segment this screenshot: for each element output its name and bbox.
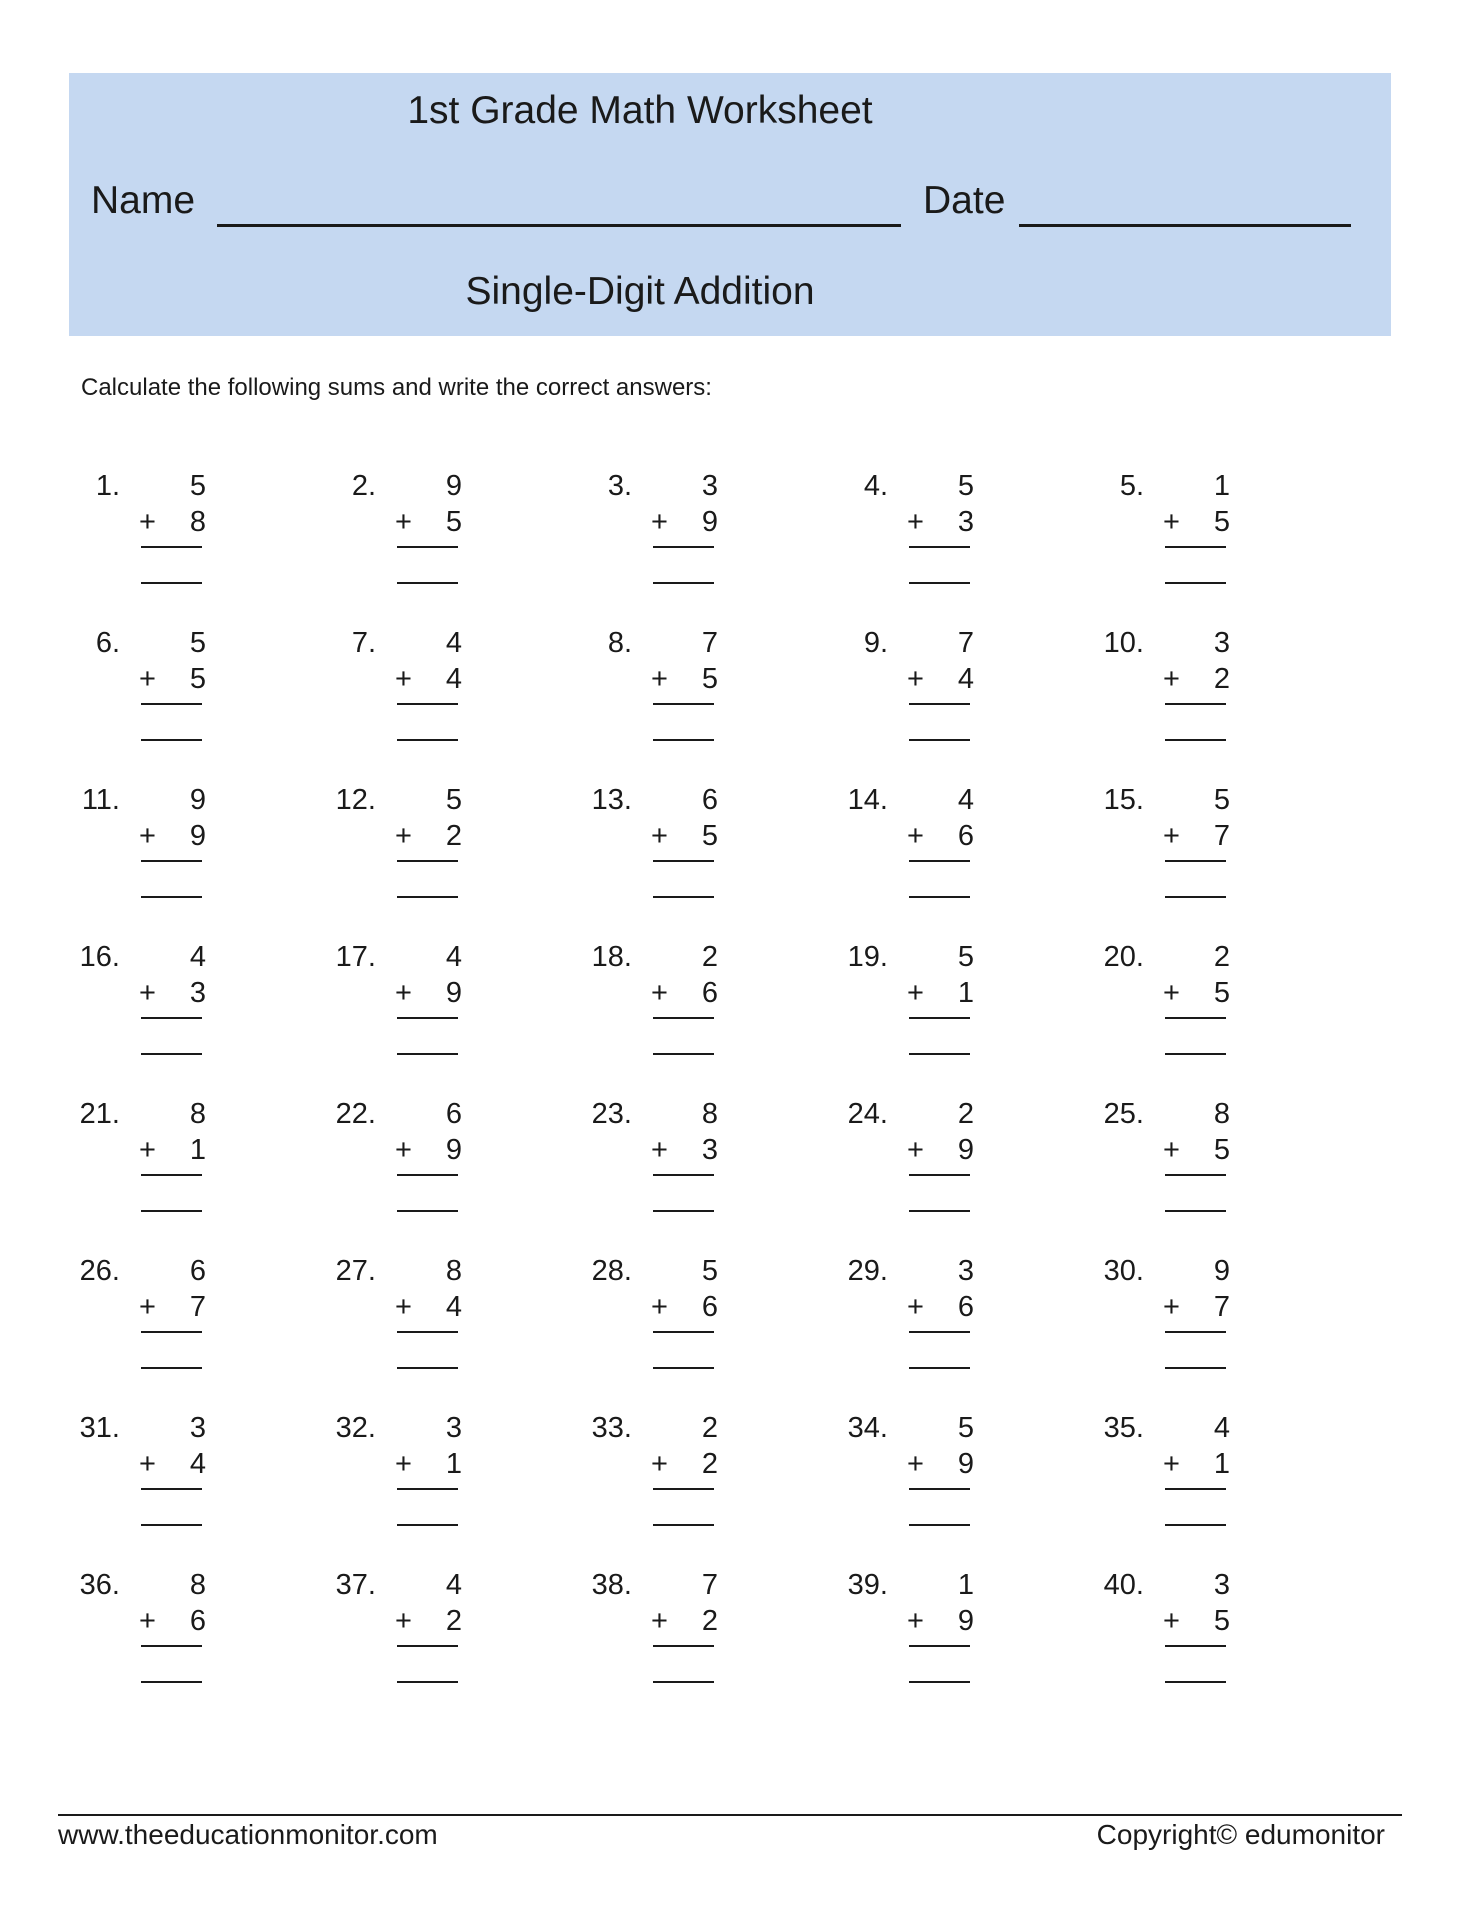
sum-rule xyxy=(909,1645,970,1647)
problem-number: 40. xyxy=(1103,1569,1144,1601)
problem-number: 38. xyxy=(591,1569,632,1601)
problem-bottom-addend: 9 xyxy=(189,820,206,852)
problem-bottom-addend: 2 xyxy=(445,820,462,852)
problem-top-addend: 5 xyxy=(957,1412,974,1444)
problem-bottom-addend: 1 xyxy=(189,1134,206,1166)
problem-top-addend: 2 xyxy=(1213,941,1230,973)
problem-top-addend: 4 xyxy=(957,784,974,816)
answer-line[interactable] xyxy=(397,896,458,898)
plus-sign: + xyxy=(907,1448,924,1480)
problem-number: 23. xyxy=(591,1098,632,1130)
problem-number: 34. xyxy=(847,1412,888,1444)
plus-sign: + xyxy=(139,1134,156,1166)
footer-divider xyxy=(58,1814,1402,1816)
answer-line[interactable] xyxy=(909,1367,970,1369)
sum-rule xyxy=(1165,1488,1226,1490)
problem-number: 22. xyxy=(335,1098,376,1130)
answer-line[interactable] xyxy=(141,1367,202,1369)
problem-25 xyxy=(1024,1100,1264,1230)
problem-22 xyxy=(256,1100,496,1230)
problem-33 xyxy=(512,1414,752,1544)
plus-sign: + xyxy=(395,1605,412,1637)
plus-sign: + xyxy=(651,1134,668,1166)
problem-bottom-addend: 3 xyxy=(957,506,974,538)
problem-bottom-addend: 7 xyxy=(1213,1291,1230,1323)
answer-line[interactable] xyxy=(653,739,714,741)
sum-rule xyxy=(1165,860,1226,862)
answer-line[interactable] xyxy=(397,1524,458,1526)
problem-13 xyxy=(512,786,752,916)
answer-line[interactable] xyxy=(141,1681,202,1683)
problem-number: 17. xyxy=(335,941,376,973)
sum-rule xyxy=(141,546,202,548)
plus-sign: + xyxy=(651,977,668,1009)
answer-line[interactable] xyxy=(653,1524,714,1526)
sum-rule xyxy=(1165,546,1226,548)
problem-bottom-addend: 9 xyxy=(957,1134,974,1166)
plus-sign: + xyxy=(139,977,156,1009)
problem-7 xyxy=(256,629,496,759)
problem-top-addend: 5 xyxy=(701,1255,718,1287)
problem-number: 20. xyxy=(1103,941,1144,973)
sum-rule xyxy=(909,1017,970,1019)
problem-32 xyxy=(256,1414,496,1544)
plus-sign: + xyxy=(1163,1134,1180,1166)
sum-rule xyxy=(397,1017,458,1019)
problem-bottom-addend: 3 xyxy=(701,1134,718,1166)
problem-bottom-addend: 5 xyxy=(445,506,462,538)
problem-top-addend: 5 xyxy=(957,470,974,502)
answer-line[interactable] xyxy=(141,582,202,584)
problem-number: 10. xyxy=(1103,627,1144,659)
sum-rule xyxy=(141,703,202,705)
problem-number: 28. xyxy=(591,1255,632,1287)
problem-9 xyxy=(768,629,1008,759)
problem-number: 1. xyxy=(95,470,120,502)
problem-bottom-addend: 2 xyxy=(1213,663,1230,695)
problem-top-addend: 4 xyxy=(445,1569,462,1601)
problem-top-addend: 6 xyxy=(445,1098,462,1130)
problem-number: 29. xyxy=(847,1255,888,1287)
answer-line[interactable] xyxy=(653,1053,714,1055)
problem-38 xyxy=(512,1571,752,1701)
problem-number: 30. xyxy=(1103,1255,1144,1287)
problem-number: 31. xyxy=(79,1412,120,1444)
problem-number: 36. xyxy=(79,1569,120,1601)
sum-rule xyxy=(141,1017,202,1019)
plus-sign: + xyxy=(907,1605,924,1637)
problem-bottom-addend: 2 xyxy=(701,1605,718,1637)
problem-top-addend: 3 xyxy=(701,470,718,502)
problem-top-addend: 2 xyxy=(701,1412,718,1444)
problem-top-addend: 6 xyxy=(701,784,718,816)
answer-line[interactable] xyxy=(653,896,714,898)
problem-top-addend: 9 xyxy=(1213,1255,1230,1287)
problem-number: 13. xyxy=(591,784,632,816)
problem-top-addend: 9 xyxy=(445,470,462,502)
answer-line[interactable] xyxy=(909,896,970,898)
plus-sign: + xyxy=(139,820,156,852)
sum-rule xyxy=(909,703,970,705)
answer-line[interactable] xyxy=(141,1210,202,1212)
answer-line[interactable] xyxy=(397,1681,458,1683)
plus-sign: + xyxy=(651,820,668,852)
problem-8 xyxy=(512,629,752,759)
plus-sign: + xyxy=(651,663,668,695)
problem-bottom-addend: 7 xyxy=(1213,820,1230,852)
problem-top-addend: 5 xyxy=(445,784,462,816)
problem-number: 6. xyxy=(95,627,120,659)
problem-bottom-addend: 9 xyxy=(445,1134,462,1166)
answer-line[interactable] xyxy=(653,582,714,584)
problem-1 xyxy=(0,472,240,602)
problem-14 xyxy=(768,786,1008,916)
plus-sign: + xyxy=(395,1448,412,1480)
sum-rule xyxy=(909,546,970,548)
answer-line[interactable] xyxy=(909,739,970,741)
answer-line[interactable] xyxy=(141,739,202,741)
problem-number: 4. xyxy=(863,470,888,502)
problem-number: 15. xyxy=(1103,784,1144,816)
footer-copyright: Copyright© edumonitor xyxy=(1096,1819,1385,1850)
answer-line[interactable] xyxy=(1165,582,1226,584)
problem-top-addend: 8 xyxy=(189,1098,206,1130)
problem-35 xyxy=(1024,1414,1264,1544)
problem-top-addend: 5 xyxy=(957,941,974,973)
problem-top-addend: 8 xyxy=(189,1569,206,1601)
answer-line[interactable] xyxy=(397,582,458,584)
problem-31 xyxy=(0,1414,240,1544)
problem-top-addend: 2 xyxy=(701,941,718,973)
problem-top-addend: 5 xyxy=(189,627,206,659)
problem-bottom-addend: 3 xyxy=(189,977,206,1009)
problem-number: 12. xyxy=(335,784,376,816)
problem-40 xyxy=(1024,1571,1264,1701)
problem-bottom-addend: 6 xyxy=(701,977,718,1009)
problem-18 xyxy=(512,943,752,1073)
sum-rule xyxy=(653,1174,714,1176)
problem-29 xyxy=(768,1257,1008,1387)
problem-bottom-addend: 5 xyxy=(1213,977,1230,1009)
problem-bottom-addend: 5 xyxy=(1213,506,1230,538)
problem-top-addend: 3 xyxy=(1213,627,1230,659)
plus-sign: + xyxy=(395,820,412,852)
plus-sign: + xyxy=(1163,663,1180,695)
answer-line[interactable] xyxy=(1165,1053,1226,1055)
plus-sign: + xyxy=(395,663,412,695)
problem-26 xyxy=(0,1257,240,1387)
sum-rule xyxy=(653,1488,714,1490)
plus-sign: + xyxy=(1163,1291,1180,1323)
plus-sign: + xyxy=(1163,1448,1180,1480)
instructions-text: Calculate the following sums and write the correct answers: xyxy=(81,374,712,401)
problem-top-addend: 5 xyxy=(189,470,206,502)
problem-34 xyxy=(768,1414,1008,1544)
sum-rule xyxy=(1165,703,1226,705)
sum-rule xyxy=(141,1645,202,1647)
problem-number: 33. xyxy=(591,1412,632,1444)
plus-sign: + xyxy=(907,506,924,538)
problem-number: 9. xyxy=(863,627,888,659)
sum-rule xyxy=(397,1488,458,1490)
problem-27 xyxy=(256,1257,496,1387)
answer-line[interactable] xyxy=(397,1367,458,1369)
plus-sign: + xyxy=(1163,506,1180,538)
sum-rule xyxy=(653,546,714,548)
problem-20 xyxy=(1024,943,1264,1073)
problem-21 xyxy=(0,1100,240,1230)
problem-bottom-addend: 5 xyxy=(189,663,206,695)
problem-top-addend: 8 xyxy=(1213,1098,1230,1130)
sum-rule xyxy=(653,1331,714,1333)
problem-top-addend: 1 xyxy=(957,1569,974,1601)
problem-bottom-addend: 7 xyxy=(189,1291,206,1323)
sum-rule xyxy=(1165,1645,1226,1647)
plus-sign: + xyxy=(907,1291,924,1323)
sum-rule xyxy=(909,1488,970,1490)
answer-line[interactable] xyxy=(397,739,458,741)
problem-number: 11. xyxy=(81,784,120,816)
answer-line[interactable] xyxy=(909,1210,970,1212)
problem-top-addend: 2 xyxy=(957,1098,974,1130)
problem-5 xyxy=(1024,472,1264,602)
problem-37 xyxy=(256,1571,496,1701)
problem-17 xyxy=(256,943,496,1073)
problem-number: 37. xyxy=(335,1569,376,1601)
problem-12 xyxy=(256,786,496,916)
plus-sign: + xyxy=(651,1291,668,1323)
plus-sign: + xyxy=(651,506,668,538)
problem-number: 8. xyxy=(607,627,632,659)
answer-line[interactable] xyxy=(653,1367,714,1369)
problem-24 xyxy=(768,1100,1008,1230)
sum-rule xyxy=(141,1331,202,1333)
sum-rule xyxy=(141,860,202,862)
problem-top-addend: 5 xyxy=(1213,784,1230,816)
plus-sign: + xyxy=(907,663,924,695)
plus-sign: + xyxy=(139,663,156,695)
sum-rule xyxy=(1165,1331,1226,1333)
answer-line[interactable] xyxy=(1165,1681,1226,1683)
problem-bottom-addend: 9 xyxy=(957,1605,974,1637)
problem-15 xyxy=(1024,786,1264,916)
plus-sign: + xyxy=(139,1291,156,1323)
problem-number: 19. xyxy=(847,941,888,973)
sum-rule xyxy=(909,860,970,862)
sum-rule xyxy=(653,860,714,862)
sum-rule xyxy=(653,1645,714,1647)
problem-number: 14. xyxy=(847,784,888,816)
problem-bottom-addend: 5 xyxy=(1213,1134,1230,1166)
sum-rule xyxy=(141,1174,202,1176)
plus-sign: + xyxy=(651,1605,668,1637)
answer-line[interactable] xyxy=(909,1524,970,1526)
problem-bottom-addend: 9 xyxy=(445,977,462,1009)
answer-line[interactable] xyxy=(141,1053,202,1055)
answer-line[interactable] xyxy=(1165,1210,1226,1212)
problem-19 xyxy=(768,943,1008,1073)
problem-28 xyxy=(512,1257,752,1387)
problem-bottom-addend: 5 xyxy=(1213,1605,1230,1637)
answer-line[interactable] xyxy=(397,1210,458,1212)
problem-top-addend: 8 xyxy=(445,1255,462,1287)
answer-line[interactable] xyxy=(141,1524,202,1526)
problem-top-addend: 3 xyxy=(445,1412,462,1444)
problem-3 xyxy=(512,472,752,602)
problem-top-addend: 3 xyxy=(1213,1569,1230,1601)
sum-rule xyxy=(397,1331,458,1333)
problem-2 xyxy=(256,472,496,602)
plus-sign: + xyxy=(1163,1605,1180,1637)
problem-30 xyxy=(1024,1257,1264,1387)
date-label: Date xyxy=(923,179,1006,222)
plus-sign: + xyxy=(395,1134,412,1166)
problem-top-addend: 4 xyxy=(189,941,206,973)
answer-line[interactable] xyxy=(909,582,970,584)
plus-sign: + xyxy=(1163,977,1180,1009)
answer-line[interactable] xyxy=(1165,739,1226,741)
answer-line[interactable] xyxy=(909,1681,970,1683)
problem-top-addend: 1 xyxy=(1213,470,1230,502)
problem-bottom-addend: 6 xyxy=(189,1605,206,1637)
sum-rule xyxy=(141,1488,202,1490)
answer-line[interactable] xyxy=(1165,1524,1226,1526)
sum-rule xyxy=(397,546,458,548)
problem-top-addend: 7 xyxy=(701,627,718,659)
problem-23 xyxy=(512,1100,752,1230)
plus-sign: + xyxy=(907,820,924,852)
problem-top-addend: 4 xyxy=(445,627,462,659)
problem-bottom-addend: 2 xyxy=(445,1605,462,1637)
problem-16 xyxy=(0,943,240,1073)
problem-bottom-addend: 6 xyxy=(957,1291,974,1323)
plus-sign: + xyxy=(139,1448,156,1480)
problem-bottom-addend: 5 xyxy=(701,820,718,852)
plus-sign: + xyxy=(1163,820,1180,852)
sum-rule xyxy=(397,1174,458,1176)
problem-top-addend: 3 xyxy=(189,1412,206,1444)
problem-bottom-addend: 4 xyxy=(957,663,974,695)
problem-number: 2. xyxy=(351,470,376,502)
problem-bottom-addend: 1 xyxy=(445,1448,462,1480)
problem-number: 18. xyxy=(591,941,632,973)
worksheet-subtitle: Single-Digit Addition xyxy=(465,270,815,313)
plus-sign: + xyxy=(139,1605,156,1637)
answer-line[interactable] xyxy=(1165,1367,1226,1369)
answer-line[interactable] xyxy=(397,1053,458,1055)
problem-top-addend: 7 xyxy=(701,1569,718,1601)
problem-bottom-addend: 8 xyxy=(189,506,206,538)
problem-number: 25. xyxy=(1103,1098,1144,1130)
sum-rule xyxy=(909,1174,970,1176)
problem-number: 39. xyxy=(847,1569,888,1601)
problem-number: 21. xyxy=(79,1098,120,1130)
problem-bottom-addend: 1 xyxy=(957,977,974,1009)
worksheet-title: 1st Grade Math Worksheet xyxy=(407,89,873,132)
problem-number: 16. xyxy=(79,941,120,973)
plus-sign: + xyxy=(907,1134,924,1166)
problem-6 xyxy=(0,629,240,759)
problem-bottom-addend: 5 xyxy=(701,663,718,695)
sum-rule xyxy=(397,860,458,862)
plus-sign: + xyxy=(651,1448,668,1480)
plus-sign: + xyxy=(395,1291,412,1323)
problem-bottom-addend: 6 xyxy=(957,820,974,852)
answer-line[interactable] xyxy=(909,1053,970,1055)
problem-bottom-addend: 9 xyxy=(701,506,718,538)
problem-bottom-addend: 4 xyxy=(445,1291,462,1323)
problem-top-addend: 7 xyxy=(957,627,974,659)
name-label: Name xyxy=(91,179,196,222)
plus-sign: + xyxy=(395,977,412,1009)
sum-rule xyxy=(653,703,714,705)
problem-top-addend: 6 xyxy=(189,1255,206,1287)
problem-bottom-addend: 1 xyxy=(1213,1448,1230,1480)
footer-website: www.theeducationmonitor.com xyxy=(58,1819,438,1850)
problem-top-addend: 9 xyxy=(189,784,206,816)
problem-bottom-addend: 6 xyxy=(701,1291,718,1323)
plus-sign: + xyxy=(139,506,156,538)
problem-number: 7. xyxy=(351,627,376,659)
sum-rule xyxy=(397,703,458,705)
problem-36 xyxy=(0,1571,240,1701)
sum-rule xyxy=(1165,1174,1226,1176)
sum-rule xyxy=(653,1017,714,1019)
problem-bottom-addend: 2 xyxy=(701,1448,718,1480)
problem-number: 24. xyxy=(847,1098,888,1130)
problem-top-addend: 4 xyxy=(445,941,462,973)
problem-number: 3. xyxy=(607,470,632,502)
problem-bottom-addend: 9 xyxy=(957,1448,974,1480)
answer-line[interactable] xyxy=(653,1681,714,1683)
problem-top-addend: 4 xyxy=(1213,1412,1230,1444)
plus-sign: + xyxy=(395,506,412,538)
problem-bottom-addend: 4 xyxy=(445,663,462,695)
answer-line[interactable] xyxy=(653,1210,714,1212)
answer-line[interactable] xyxy=(1165,896,1226,898)
problem-11 xyxy=(0,786,240,916)
problem-top-addend: 8 xyxy=(701,1098,718,1130)
problem-39 xyxy=(768,1571,1008,1701)
problem-10 xyxy=(1024,629,1264,759)
sum-rule xyxy=(397,1645,458,1647)
sum-rule xyxy=(909,1331,970,1333)
sum-rule xyxy=(1165,1017,1226,1019)
plus-sign: + xyxy=(907,977,924,1009)
problem-number: 26. xyxy=(79,1255,120,1287)
problem-number: 32. xyxy=(335,1412,376,1444)
problem-number: 5. xyxy=(1119,470,1144,502)
problem-top-addend: 3 xyxy=(957,1255,974,1287)
problem-number: 27. xyxy=(335,1255,376,1287)
problem-number: 35. xyxy=(1103,1412,1144,1444)
problem-4 xyxy=(768,472,1008,602)
answer-line[interactable] xyxy=(141,896,202,898)
problem-bottom-addend: 4 xyxy=(189,1448,206,1480)
